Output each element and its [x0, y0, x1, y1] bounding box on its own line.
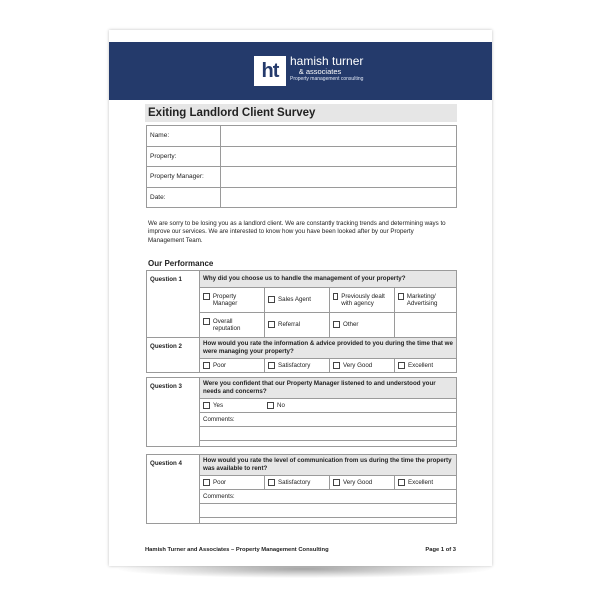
- empty-cell: [395, 313, 457, 338]
- option-label: Satisfactory: [278, 361, 311, 369]
- checkbox[interactable]: [268, 362, 275, 369]
- checkbox[interactable]: [333, 293, 338, 300]
- comments-field[interactable]: [200, 504, 457, 518]
- info-label-name: Name:: [147, 126, 221, 147]
- comments-field[interactable]: [200, 427, 457, 441]
- question-text: Were you confident that our Property Manager listened to and understood your needs and concerns?: [200, 378, 457, 399]
- date-field[interactable]: [221, 187, 457, 208]
- checkbox[interactable]: [398, 479, 405, 486]
- checkbox[interactable]: [268, 321, 275, 328]
- checkbox[interactable]: [333, 321, 340, 328]
- comments-field-extra[interactable]: [200, 441, 457, 447]
- name-field[interactable]: [221, 126, 457, 147]
- question-label: Question 4: [147, 455, 200, 524]
- option-cell[interactable]: [200, 476, 265, 490]
- info-row: [147, 146, 457, 167]
- option-cell[interactable]: [330, 476, 395, 490]
- brand-name-sub: & associates: [298, 67, 342, 76]
- option-cell[interactable]: [395, 476, 457, 490]
- info-label-manager: Property Manager:: [147, 167, 221, 188]
- option-cell[interactable]: [395, 288, 457, 313]
- checkbox[interactable]: [267, 402, 274, 409]
- option-label: Yes: [213, 401, 224, 409]
- option-label: Poor: [213, 478, 227, 486]
- property-field[interactable]: [221, 146, 457, 167]
- option-label: Previously dealt with agency: [341, 292, 385, 307]
- option-label: Property Manager: [212, 292, 238, 307]
- property-manager-field[interactable]: [221, 167, 457, 188]
- option-cell[interactable]: [200, 399, 265, 413]
- checkbox[interactable]: [203, 362, 210, 369]
- question-2-table: [146, 337, 457, 373]
- option-label: Sales Agent: [278, 296, 312, 304]
- option-cell[interactable]: [200, 288, 265, 313]
- option-label: Satisfactory: [278, 478, 311, 486]
- option-cell[interactable]: [265, 476, 330, 490]
- option-cell[interactable]: [395, 359, 457, 373]
- question-text: How would you rate the information & advice provided to you during the time that we were managing your property?: [200, 338, 457, 359]
- question-label: Question 2: [147, 338, 200, 373]
- question-label: Question 3: [147, 378, 200, 447]
- option-cell[interactable]: [330, 313, 395, 338]
- option-label: Very Good: [343, 361, 373, 369]
- section-heading: Our Performance: [148, 259, 214, 268]
- comments-field-extra[interactable]: [200, 518, 457, 524]
- checkbox[interactable]: [203, 318, 210, 325]
- option-cell[interactable]: [200, 359, 265, 373]
- brand-wordmark: [290, 55, 363, 82]
- info-label-date: Date:: [147, 187, 221, 208]
- comments-label: Comments:: [200, 413, 457, 427]
- checkbox[interactable]: [268, 296, 275, 303]
- checkbox[interactable]: [333, 479, 340, 486]
- option-cell[interactable]: [330, 359, 395, 373]
- info-row: [147, 167, 457, 188]
- option-label: Marketing/ Advertising: [406, 292, 438, 307]
- option-cell[interactable]: [265, 313, 330, 338]
- option-label: Poor: [213, 361, 227, 369]
- document-page: [109, 30, 492, 566]
- comments-label: Comments:: [200, 490, 457, 504]
- intro-paragraph: We are sorry to be losing you as a landlord client. We are constantly tracking trends and determining ways to improve our services. We are interested to know how you have been looked after by our Property Management Team.: [148, 220, 446, 244]
- option-label: Excellent: [408, 478, 434, 486]
- option-cell[interactable]: [200, 313, 265, 338]
- footer-page-number: Page 1 of 3: [425, 547, 456, 553]
- option-cell[interactable]: [264, 399, 457, 413]
- checkbox[interactable]: [333, 362, 340, 369]
- checkbox[interactable]: [203, 402, 210, 409]
- checkbox[interactable]: [398, 362, 405, 369]
- question-1-table: [146, 270, 457, 338]
- question-text: How would you rate the level of communication from us during the time the property was available to rent?: [200, 455, 457, 476]
- brand-tagline: Property management consulting: [290, 76, 364, 82]
- brand-name: hamish turner: [290, 54, 364, 68]
- checkbox[interactable]: [203, 479, 210, 486]
- info-label-property: Property:: [147, 146, 221, 167]
- info-row: [147, 126, 457, 147]
- checkbox[interactable]: [398, 293, 404, 300]
- question-3-table: [146, 377, 457, 447]
- client-info-table: [146, 125, 457, 208]
- option-cell[interactable]: [265, 359, 330, 373]
- option-label: Other: [343, 321, 359, 329]
- option-cell[interactable]: [330, 288, 395, 313]
- logo-mark: ht: [254, 56, 286, 86]
- footer-company: Hamish Turner and Associates – Property Management Consulting: [145, 547, 329, 553]
- option-label: Excellent: [408, 361, 434, 369]
- document-title: Exiting Landlord Client Survey: [145, 104, 457, 122]
- checkbox[interactable]: [203, 293, 210, 300]
- header-band: [109, 42, 492, 100]
- question-text: Why did you choose us to handle the management of your property?: [200, 271, 457, 288]
- question-4-table: [146, 454, 457, 524]
- checkbox[interactable]: [268, 479, 275, 486]
- option-label: Very Good: [343, 478, 373, 486]
- option-label: Overall reputation: [212, 317, 241, 332]
- option-cell[interactable]: [265, 288, 330, 313]
- option-label: No: [277, 401, 285, 409]
- info-row: [147, 187, 457, 208]
- question-label: Question 1: [147, 271, 200, 338]
- option-label: Referral: [278, 321, 301, 329]
